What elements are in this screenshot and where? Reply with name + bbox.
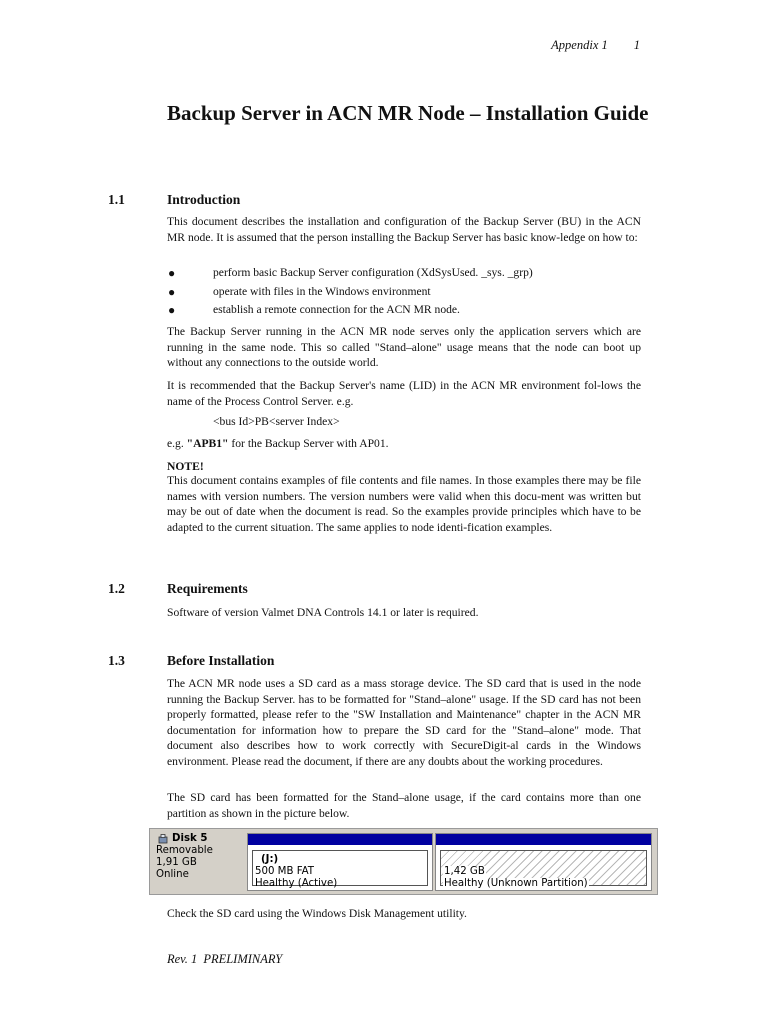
partition-drive: (J:) (261, 854, 279, 865)
page-footer (167, 952, 282, 967)
list-item-text: operate with files in the Windows environment (213, 284, 431, 298)
revision-label: Rev. 1 (167, 952, 198, 966)
example-suffix: for the Backup Server with AP01. (228, 437, 389, 450)
list-item (167, 285, 641, 304)
section-title: Requirements (167, 581, 248, 596)
partition-size: 500 MB FAT (255, 866, 315, 877)
partition-health: Healthy (Unknown Partition) (444, 878, 588, 889)
standalone-paragraph: The Backup Server running in the ACN MR node serves only the application servers which are running in the same node. This so called "Stand–alone" usage means that the node can boot up without any connections to the outside world. (167, 325, 641, 370)
disk-status: Online (156, 869, 189, 880)
disk-management-figure (149, 828, 658, 895)
naming-paragraph: It is recommended that the Backup Server's name (LID) in the ACN MR environment fol-lows the name of the Process Control Server. e.g. (167, 379, 641, 408)
note-title: NOTE! (167, 460, 204, 473)
partition-detail (252, 850, 428, 889)
intro-bullet-list (167, 266, 641, 322)
partition-detail (440, 850, 647, 889)
disk-icon (158, 834, 168, 844)
section-title: Introduction (167, 192, 241, 207)
disk-utility-paragraph: Check the SD card using the Windows Disk Management utility. (167, 907, 467, 920)
status-label: PRELIMINARY (203, 952, 283, 966)
section-title: Before Installation (167, 653, 275, 668)
bullet-icon: ● (168, 303, 176, 317)
example-prefix: e.g. (167, 437, 187, 450)
disk-info (156, 833, 244, 881)
section-number: 1.2 (108, 581, 125, 596)
partition-health: Healthy (Active) (255, 878, 338, 889)
disk-type: Removable (156, 845, 213, 856)
note-paragraph: This document contains examples of file contents and file names. In those examples there may be file names with version numbers. The version numbers were valid when this docu-ment was written but may be out of date when the document is read. So the examples provide principles which have to be adapted to the current situation. The same applies to node identi-fication examples. (167, 474, 641, 534)
appendix-label: Appendix 1 (551, 38, 608, 52)
intro-paragraph: This document describes the installation and configuration of the Backup Server (BU) in the ACN MR node. It is assumed that the person installing the Backup Server has basic know-ledge on how to: (167, 215, 641, 244)
partition-bar (248, 834, 432, 845)
list-item-text: perform basic Backup Server configuration (XdSysUsed. _sys. _grp) (213, 266, 533, 279)
partition-bar (436, 834, 651, 845)
list-item (167, 266, 641, 285)
partition-size: 1,42 GB (444, 866, 485, 877)
disk-name-text: Disk 5 (172, 833, 208, 844)
section-number: 1.1 (108, 192, 125, 207)
naming-pattern: <bus Id>PB<server Index> (213, 415, 340, 428)
example-line (167, 436, 641, 452)
example-name: "APB1" (186, 437, 229, 450)
sd-card-paragraph: The ACN MR node uses a SD card as a mass storage device. The SD card that is used in the node running the Backup Server. has to be formatted for "Stand–alone" usage. If the SD card has not been properly formatted, please refer to the "SW Installation and Maintenance" chapter in the ACN MR documentation for information how to prepare the SD card for the "Stand–alone" mode. That document also describes how to work correctly with SecureDigit-al cards in the Windows environment. Please read the document, if there are any doubts about the working procedures. (167, 677, 641, 768)
disk-size: 1,91 GB (156, 857, 197, 868)
page-header (551, 38, 640, 53)
document-title: Backup Server in ACN MR Node – Installation Guide (167, 101, 649, 125)
disk-name (156, 833, 244, 845)
requirements-paragraph: Software of version Valmet DNA Controls 14.1 or later is required. (167, 606, 479, 619)
list-item (167, 303, 641, 322)
page-number: 1 (633, 38, 640, 52)
partition-active[interactable] (247, 833, 433, 891)
list-item-text: establish a remote connection for the ACN MR node. (213, 303, 460, 316)
partition-unknown[interactable] (435, 833, 652, 891)
bullet-icon: ● (168, 284, 176, 299)
section-number: 1.3 (108, 653, 125, 668)
bullet-icon: ● (168, 266, 176, 280)
partition-paragraph: The SD card has been formatted for the Stand–alone usage, if the card contains more than one partition as shown in the picture below. (167, 791, 641, 820)
